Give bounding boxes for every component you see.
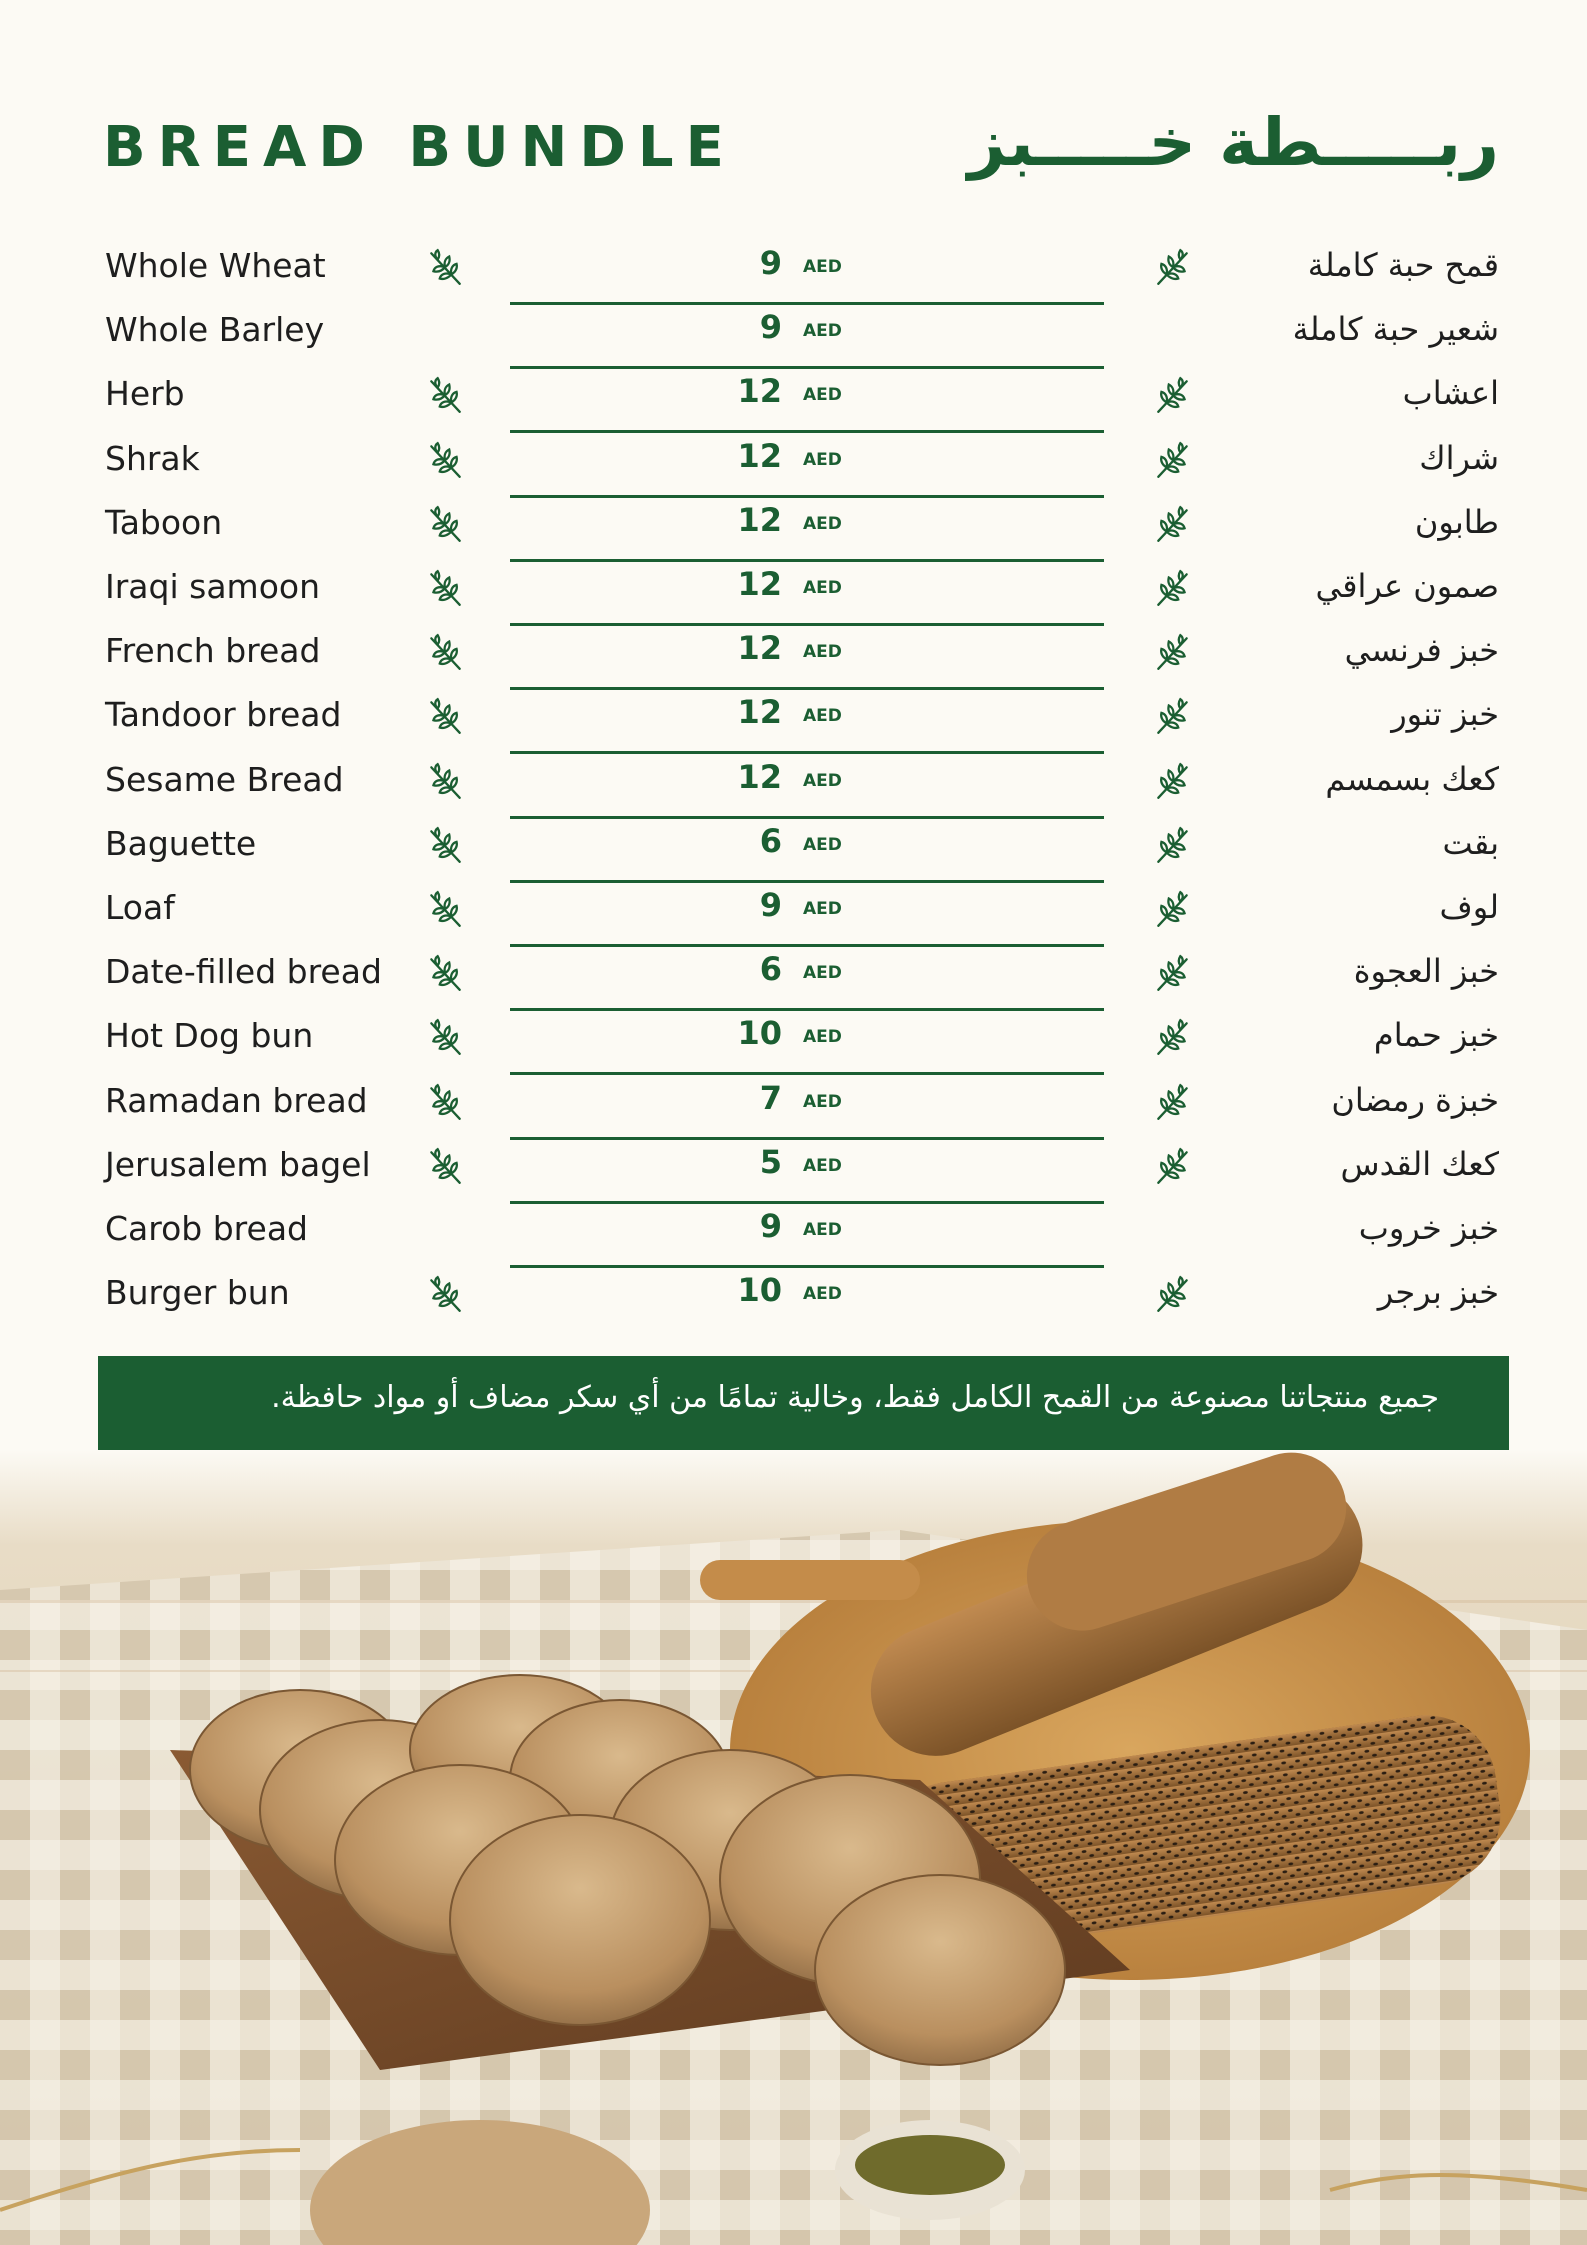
wheat-icon — [1152, 567, 1194, 609]
wheat-icon — [424, 952, 466, 994]
page-title-en: BREAD BUNDLE — [103, 115, 736, 180]
item-price: 10 — [737, 1014, 782, 1053]
item-name-en: Herb — [105, 374, 185, 414]
currency-label: AED — [803, 1284, 842, 1305]
menu-item — [0, 1137, 1587, 1201]
item-name-ar: خبز حمام — [1373, 1016, 1499, 1055]
item-price: 9 — [759, 1207, 782, 1245]
item-price: 12 — [737, 693, 782, 732]
currency-label: AED — [803, 385, 842, 406]
menu-item — [0, 431, 1587, 495]
info-banner — [98, 1356, 1509, 1450]
wheat-icon — [424, 374, 466, 416]
menu-item — [0, 880, 1587, 944]
item-name-en: Jerusalem bagel — [105, 1144, 371, 1184]
item-name-ar: خبز خروب — [1358, 1209, 1499, 1247]
item-price: 9 — [759, 244, 782, 282]
item-name-ar: شراك — [1419, 438, 1499, 477]
item-name-ar: كعك بسمسم — [1325, 759, 1499, 798]
currency-label: AED — [803, 1220, 842, 1240]
currency-label: AED — [803, 513, 842, 534]
item-name-ar: طابون — [1414, 502, 1499, 541]
menu-item — [0, 302, 1587, 366]
item-price: 12 — [737, 565, 782, 603]
wheat-icon — [424, 439, 466, 481]
wheat-icon — [1152, 439, 1194, 481]
item-name-ar: خبز فرنسي — [1344, 631, 1499, 670]
menu-item — [0, 238, 1587, 302]
wheat-icon — [1152, 760, 1194, 802]
item-name-en: Baguette — [105, 823, 257, 863]
currency-label: AED — [803, 642, 842, 663]
wheat-icon — [424, 1273, 466, 1315]
wheat-icon — [1152, 1016, 1194, 1058]
wheat-icon — [424, 246, 466, 288]
item-name-ar: صمون عراقي — [1315, 567, 1499, 605]
wheat-icon — [424, 824, 466, 866]
item-name-ar: كعك القدس — [1340, 1144, 1499, 1183]
item-name-en: Loaf — [105, 888, 175, 927]
menu-item — [0, 1265, 1587, 1329]
item-price: 12 — [737, 436, 782, 475]
menu-item — [0, 1073, 1587, 1137]
banner-text: جميع منتجاتنا مصنوعة من القمح الكامل فقط، وخالية تمامًا من أي سكر مضاف أو مواد حافظة. — [271, 1380, 1439, 1415]
wheat-icon — [1152, 374, 1194, 416]
wheat-icon — [1152, 824, 1194, 866]
item-name-en: Carob bread — [105, 1209, 308, 1248]
wheat-icon — [1152, 1273, 1194, 1315]
item-name-ar: قمح حبة كاملة — [1307, 246, 1499, 284]
wheat-icon — [1152, 1081, 1194, 1123]
menu-item — [0, 623, 1587, 687]
currency-label: AED — [803, 1155, 842, 1176]
currency-label: AED — [803, 257, 842, 277]
wheat-icon — [424, 695, 466, 737]
item-price: 12 — [737, 500, 782, 539]
item-name-en: Whole Wheat — [105, 246, 326, 285]
wheat-icon — [424, 1016, 466, 1058]
page-title-ar: ربـــــطة خـــــبز — [967, 104, 1499, 181]
item-price: 12 — [737, 629, 782, 668]
item-name-en: Burger bun — [105, 1273, 290, 1313]
wheat-icon — [424, 503, 466, 545]
item-name-ar: خبز العجوة — [1353, 952, 1499, 991]
item-name-ar: لوف — [1439, 888, 1499, 926]
item-price: 6 — [759, 950, 782, 989]
item-price: 10 — [737, 1271, 782, 1310]
currency-label: AED — [803, 706, 842, 727]
menu-item — [0, 366, 1587, 430]
item-name-en: French bread — [105, 631, 321, 671]
wheat-icon — [1152, 695, 1194, 737]
currency-label: AED — [803, 1091, 842, 1112]
currency-label: AED — [803, 321, 842, 342]
item-price: 12 — [737, 372, 782, 411]
item-name-en: Sesame Bread — [105, 759, 344, 799]
wheat-icon — [424, 888, 466, 930]
item-name-en: Tandoor bread — [105, 695, 342, 735]
currency-label: AED — [803, 770, 842, 791]
item-name-ar: شعير حبة كاملة — [1292, 310, 1499, 349]
item-price: 5 — [759, 1142, 782, 1181]
item-price: 6 — [759, 821, 782, 860]
wheat-icon — [1152, 246, 1194, 288]
item-name-ar: بقت — [1442, 823, 1499, 862]
item-name-en: Date-filled bread — [105, 952, 382, 992]
wheat-icon — [1152, 1145, 1194, 1187]
menu-item — [0, 752, 1587, 816]
item-name-en: Ramadan bread — [105, 1080, 368, 1120]
menu-item — [0, 687, 1587, 751]
bread-photo — [0, 1450, 1587, 2245]
wheat-icon — [424, 760, 466, 802]
menu-item — [0, 559, 1587, 623]
item-name-en: Taboon — [105, 502, 223, 542]
currency-label: AED — [803, 578, 842, 598]
currency-label: AED — [803, 963, 842, 984]
wheat-icon — [424, 631, 466, 673]
wheat-icon — [1152, 952, 1194, 994]
item-name-en: Hot Dog bun — [105, 1016, 314, 1056]
wheat-icon — [424, 1081, 466, 1123]
item-name-ar: خبزة رمضان — [1331, 1080, 1499, 1119]
item-price: 12 — [737, 757, 782, 796]
wheat-icon — [1152, 503, 1194, 545]
wheat-icon — [1152, 888, 1194, 930]
item-price: 7 — [759, 1078, 782, 1117]
menu-item — [0, 816, 1587, 880]
item-name-ar: خبز تنور — [1391, 695, 1499, 734]
item-price: 9 — [759, 886, 782, 924]
menu-item — [0, 944, 1587, 1008]
currency-label: AED — [803, 449, 842, 470]
wheat-icon — [424, 1145, 466, 1187]
menu-item — [0, 1008, 1587, 1072]
currency-label: AED — [803, 1027, 842, 1048]
menu-item — [0, 495, 1587, 559]
item-name-en: Iraqi samoon — [105, 567, 320, 606]
item-name-en: Whole Barley — [105, 310, 325, 350]
currency-label: AED — [803, 899, 842, 919]
item-name-en: Shrak — [105, 438, 200, 478]
menu-item — [0, 1201, 1587, 1265]
wheat-icon — [424, 567, 466, 609]
wheat-icon — [1152, 631, 1194, 673]
item-price: 9 — [759, 308, 782, 347]
currency-label: AED — [803, 834, 842, 855]
item-name-ar: اعشاب — [1402, 374, 1499, 413]
item-name-ar: خبز برجر — [1377, 1273, 1499, 1312]
